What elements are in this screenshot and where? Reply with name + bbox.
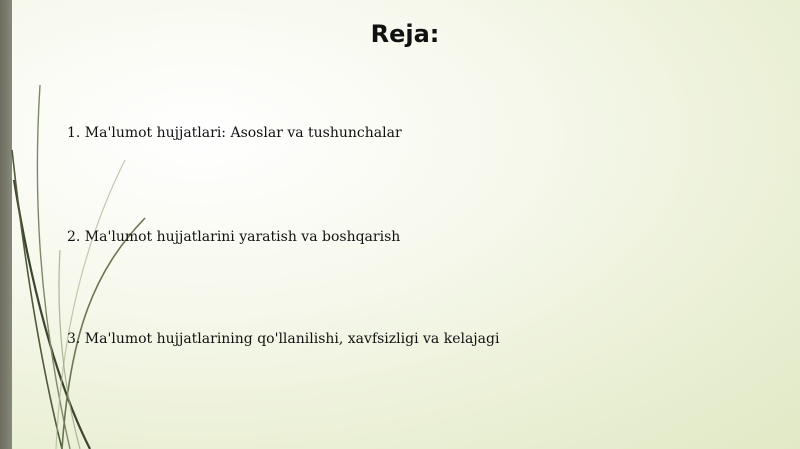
slide-title: Reja: bbox=[370, 20, 440, 48]
plan-item-3: 3. Ma'lumot hujjatlarining qo'llanilishi, xavfsizligi va kelajagi bbox=[67, 331, 500, 347]
plan-item-1: 1. Ma'lumot hujjatlari: Asoslar va tushunchalar bbox=[67, 125, 402, 141]
grass-decoration bbox=[0, 0, 160, 449]
plan-item-2: 2. Ma'lumot hujjatlarini yaratish va boshqarish bbox=[67, 229, 401, 245]
